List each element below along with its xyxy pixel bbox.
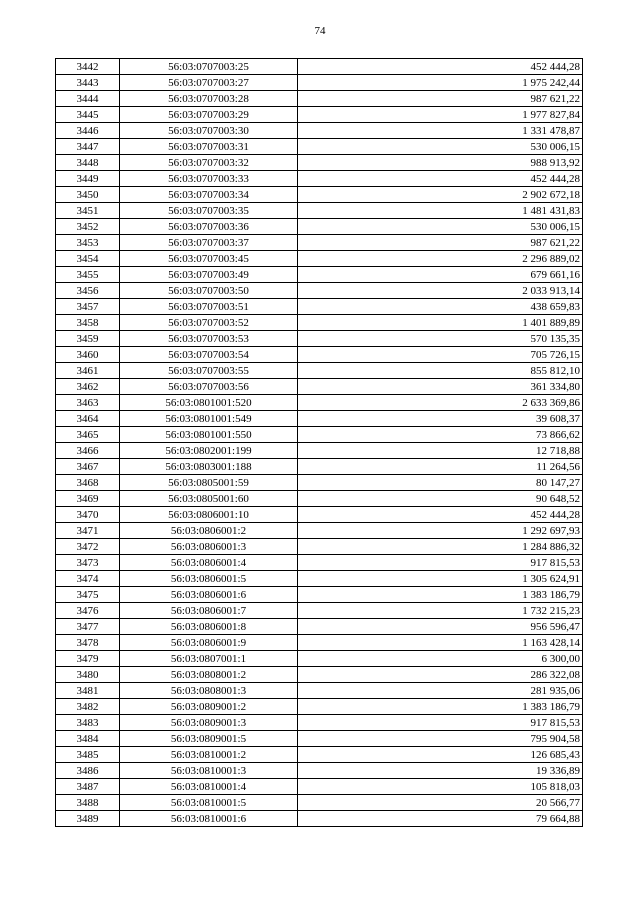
row-number-cell: 3457 xyxy=(56,299,120,315)
row-number-cell: 3464 xyxy=(56,411,120,427)
cadastral-number-cell: 56:03:0707003:27 xyxy=(120,75,298,91)
row-number-cell: 3459 xyxy=(56,331,120,347)
cadastral-value-cell: 1 305 624,91 xyxy=(298,571,583,587)
cadastral-number-cell: 56:03:0707003:55 xyxy=(120,363,298,379)
cadastral-number-cell: 56:03:0805001:59 xyxy=(120,475,298,491)
row-number-cell: 3454 xyxy=(56,251,120,267)
table-row xyxy=(56,427,583,443)
row-number-cell: 3480 xyxy=(56,667,120,683)
table-row xyxy=(56,667,583,683)
table-row xyxy=(56,251,583,267)
cadastral-number-cell: 56:03:0707003:50 xyxy=(120,283,298,299)
row-number-cell: 3482 xyxy=(56,699,120,715)
cadastral-value-cell: 90 648,52 xyxy=(298,491,583,507)
row-number-cell: 3489 xyxy=(56,811,120,827)
cadastral-number-cell: 56:03:0808001:3 xyxy=(120,683,298,699)
table-row xyxy=(56,59,583,75)
cadastral-value-cell: 1 383 186,79 xyxy=(298,699,583,715)
table-row xyxy=(56,235,583,251)
row-number-cell: 3445 xyxy=(56,107,120,123)
cadastral-number-cell: 56:03:0707003:28 xyxy=(120,91,298,107)
table-row xyxy=(56,187,583,203)
row-number-cell: 3473 xyxy=(56,555,120,571)
table-row xyxy=(56,267,583,283)
cadastral-value-cell: 281 935,06 xyxy=(298,683,583,699)
cadastral-value-cell: 705 726,15 xyxy=(298,347,583,363)
table-row xyxy=(56,539,583,555)
table-row xyxy=(56,731,583,747)
row-number-cell: 3474 xyxy=(56,571,120,587)
cadastral-value-cell: 39 608,37 xyxy=(298,411,583,427)
cadastral-value-cell: 1 383 186,79 xyxy=(298,587,583,603)
table-row xyxy=(56,443,583,459)
cadastral-value-cell: 570 135,35 xyxy=(298,331,583,347)
row-number-cell: 3453 xyxy=(56,235,120,251)
cadastral-number-cell: 56:03:0707003:30 xyxy=(120,123,298,139)
cadastral-number-cell: 56:03:0806001:3 xyxy=(120,539,298,555)
row-number-cell: 3469 xyxy=(56,491,120,507)
cadastral-number-cell: 56:03:0807001:1 xyxy=(120,651,298,667)
cadastral-number-cell: 56:03:0707003:31 xyxy=(120,139,298,155)
table-row xyxy=(56,395,583,411)
cadastral-value-cell: 2 296 889,02 xyxy=(298,251,583,267)
cadastral-value-cell: 79 664,88 xyxy=(298,811,583,827)
row-number-cell: 3468 xyxy=(56,475,120,491)
cadastral-number-cell: 56:03:0806001:10 xyxy=(120,507,298,523)
cadastral-value-cell: 530 006,15 xyxy=(298,219,583,235)
cadastral-value-cell: 956 596,47 xyxy=(298,619,583,635)
cadastral-value-cell: 1 284 886,32 xyxy=(298,539,583,555)
cadastral-number-cell: 56:03:0707003:29 xyxy=(120,107,298,123)
cadastral-value-cell: 1 401 889,89 xyxy=(298,315,583,331)
cadastral-value-cell: 20 566,77 xyxy=(298,795,583,811)
cadastral-number-cell: 56:03:0707003:35 xyxy=(120,203,298,219)
row-number-cell: 3476 xyxy=(56,603,120,619)
row-number-cell: 3456 xyxy=(56,283,120,299)
row-number-cell: 3471 xyxy=(56,523,120,539)
cadastral-number-cell: 56:03:0806001:6 xyxy=(120,587,298,603)
row-number-cell: 3488 xyxy=(56,795,120,811)
row-number-cell: 3470 xyxy=(56,507,120,523)
cadastral-number-cell: 56:03:0707003:52 xyxy=(120,315,298,331)
table-row xyxy=(56,555,583,571)
table-row xyxy=(56,283,583,299)
table-row xyxy=(56,347,583,363)
table-row xyxy=(56,683,583,699)
row-number-cell: 3486 xyxy=(56,763,120,779)
cadastral-number-cell: 56:03:0803001:188 xyxy=(120,459,298,475)
row-number-cell: 3467 xyxy=(56,459,120,475)
table-row xyxy=(56,635,583,651)
cadastral-value-cell: 1 163 428,14 xyxy=(298,635,583,651)
table-row xyxy=(56,171,583,187)
cadastral-value-cell: 73 866,62 xyxy=(298,427,583,443)
cadastral-number-cell: 56:03:0809001:5 xyxy=(120,731,298,747)
cadastral-number-cell: 56:03:0810001:2 xyxy=(120,747,298,763)
table-row xyxy=(56,587,583,603)
cadastral-value-cell: 80 147,27 xyxy=(298,475,583,491)
table-row xyxy=(56,779,583,795)
row-number-cell: 3447 xyxy=(56,139,120,155)
table-row xyxy=(56,107,583,123)
table-row xyxy=(56,411,583,427)
cadastral-number-cell: 56:03:0707003:53 xyxy=(120,331,298,347)
cadastral-number-cell: 56:03:0806001:8 xyxy=(120,619,298,635)
cadastral-number-cell: 56:03:0806001:2 xyxy=(120,523,298,539)
row-number-cell: 3487 xyxy=(56,779,120,795)
cadastral-number-cell: 56:03:0801001:520 xyxy=(120,395,298,411)
cadastral-number-cell: 56:03:0810001:6 xyxy=(120,811,298,827)
cadastral-value-cell: 2 633 369,86 xyxy=(298,395,583,411)
cadastral-number-cell: 56:03:0805001:60 xyxy=(120,491,298,507)
cadastral-number-cell: 56:03:0809001:2 xyxy=(120,699,298,715)
cadastral-value-cell: 361 334,80 xyxy=(298,379,583,395)
row-number-cell: 3448 xyxy=(56,155,120,171)
cadastral-value-cell: 11 264,56 xyxy=(298,459,583,475)
cadastral-value-cell: 1 331 478,87 xyxy=(298,123,583,139)
table-row xyxy=(56,763,583,779)
cadastral-value-cell: 6 300,00 xyxy=(298,651,583,667)
table-row xyxy=(56,603,583,619)
cadastral-value-cell: 126 685,43 xyxy=(298,747,583,763)
cadastral-number-cell: 56:03:0707003:54 xyxy=(120,347,298,363)
table-row xyxy=(56,203,583,219)
cadastral-number-cell: 56:03:0801001:550 xyxy=(120,427,298,443)
table-row xyxy=(56,475,583,491)
cadastral-value-cell: 1 292 697,93 xyxy=(298,523,583,539)
cadastral-value-cell: 1 732 215,23 xyxy=(298,603,583,619)
cadastral-number-cell: 56:03:0707003:25 xyxy=(120,59,298,75)
table-row xyxy=(56,139,583,155)
cadastral-number-cell: 56:03:0808001:2 xyxy=(120,667,298,683)
table-row xyxy=(56,75,583,91)
cadastral-value-cell: 2 902 672,18 xyxy=(298,187,583,203)
cadastral-number-cell: 56:03:0806001:4 xyxy=(120,555,298,571)
row-number-cell: 3465 xyxy=(56,427,120,443)
cadastral-value-cell: 1 481 431,83 xyxy=(298,203,583,219)
cadastral-value-cell: 530 006,15 xyxy=(298,139,583,155)
table-row xyxy=(56,315,583,331)
cadastral-number-cell: 56:03:0707003:56 xyxy=(120,379,298,395)
row-number-cell: 3483 xyxy=(56,715,120,731)
table-row xyxy=(56,651,583,667)
cadastral-number-cell: 56:03:0707003:51 xyxy=(120,299,298,315)
table-row xyxy=(56,155,583,171)
table-row xyxy=(56,699,583,715)
table-row xyxy=(56,379,583,395)
cadastral-value-cell: 987 621,22 xyxy=(298,91,583,107)
cadastral-value-cell: 1 977 827,84 xyxy=(298,107,583,123)
row-number-cell: 3458 xyxy=(56,315,120,331)
row-number-cell: 3451 xyxy=(56,203,120,219)
page-number: 74 xyxy=(314,25,326,37)
table-row xyxy=(56,91,583,107)
table-row xyxy=(56,507,583,523)
row-number-cell: 3478 xyxy=(56,635,120,651)
row-number-cell: 3463 xyxy=(56,395,120,411)
row-number-cell: 3460 xyxy=(56,347,120,363)
cadastral-value-cell: 286 322,08 xyxy=(298,667,583,683)
row-number-cell: 3484 xyxy=(56,731,120,747)
row-number-cell: 3479 xyxy=(56,651,120,667)
row-number-cell: 3450 xyxy=(56,187,120,203)
cadastral-value-cell: 855 812,10 xyxy=(298,363,583,379)
row-number-cell: 3462 xyxy=(56,379,120,395)
table-row xyxy=(56,219,583,235)
table-row xyxy=(56,619,583,635)
cadastral-number-cell: 56:03:0707003:32 xyxy=(120,155,298,171)
table-row xyxy=(56,571,583,587)
cadastral-number-cell: 56:03:0809001:3 xyxy=(120,715,298,731)
cadastral-value-cell: 452 444,28 xyxy=(298,59,583,75)
table-row xyxy=(56,459,583,475)
cadastral-number-cell: 56:03:0707003:33 xyxy=(120,171,298,187)
cadastral-number-cell: 56:03:0810001:4 xyxy=(120,779,298,795)
cadastral-number-cell: 56:03:0806001:9 xyxy=(120,635,298,651)
table-row xyxy=(56,363,583,379)
cadastral-number-cell: 56:03:0707003:36 xyxy=(120,219,298,235)
cadastral-number-cell: 56:03:0806001:7 xyxy=(120,603,298,619)
table-body xyxy=(56,59,583,827)
table-row xyxy=(56,331,583,347)
row-number-cell: 3442 xyxy=(56,59,120,75)
cadastral-value-cell: 679 661,16 xyxy=(298,267,583,283)
row-number-cell: 3443 xyxy=(56,75,120,91)
row-number-cell: 3452 xyxy=(56,219,120,235)
row-number-cell: 3472 xyxy=(56,539,120,555)
cadastral-value-cell: 1 975 242,44 xyxy=(298,75,583,91)
row-number-cell: 3461 xyxy=(56,363,120,379)
cadastral-number-cell: 56:03:0810001:3 xyxy=(120,763,298,779)
cadastral-number-cell: 56:03:0802001:199 xyxy=(120,443,298,459)
cadastral-number-cell: 56:03:0810001:5 xyxy=(120,795,298,811)
cadastral-value-cell: 917 815,53 xyxy=(298,715,583,731)
table-row xyxy=(56,811,583,827)
cadastral-value-cell: 438 659,83 xyxy=(298,299,583,315)
table-row xyxy=(56,747,583,763)
row-number-cell: 3477 xyxy=(56,619,120,635)
cadastral-number-cell: 56:03:0707003:45 xyxy=(120,251,298,267)
row-number-cell: 3475 xyxy=(56,587,120,603)
table-row xyxy=(56,795,583,811)
cadastral-number-cell: 56:03:0801001:549 xyxy=(120,411,298,427)
row-number-cell: 3449 xyxy=(56,171,120,187)
table-row xyxy=(56,123,583,139)
row-number-cell: 3455 xyxy=(56,267,120,283)
row-number-cell: 3466 xyxy=(56,443,120,459)
cadastral-value-cell: 452 444,28 xyxy=(298,171,583,187)
cadastral-value-cell: 917 815,53 xyxy=(298,555,583,571)
table-row xyxy=(56,523,583,539)
row-number-cell: 3481 xyxy=(56,683,120,699)
cadastral-value-cell: 19 336,89 xyxy=(298,763,583,779)
row-number-cell: 3444 xyxy=(56,91,120,107)
cadastral-number-cell: 56:03:0707003:34 xyxy=(120,187,298,203)
cadastral-number-cell: 56:03:0707003:37 xyxy=(120,235,298,251)
cadastral-value-cell: 105 818,03 xyxy=(298,779,583,795)
cadastral-value-cell: 452 444,28 xyxy=(298,507,583,523)
cadastral-value-cell: 12 718,88 xyxy=(298,443,583,459)
row-number-cell: 3446 xyxy=(56,123,120,139)
cadastral-value-cell: 987 621,22 xyxy=(298,235,583,251)
cadastral-value-table xyxy=(55,58,583,827)
cadastral-value-cell: 2 033 913,14 xyxy=(298,283,583,299)
cadastral-value-cell: 795 904,58 xyxy=(298,731,583,747)
cadastral-value-cell: 988 913,92 xyxy=(298,155,583,171)
row-number-cell: 3485 xyxy=(56,747,120,763)
cadastral-number-cell: 56:03:0707003:49 xyxy=(120,267,298,283)
table-row xyxy=(56,491,583,507)
table-row xyxy=(56,715,583,731)
table-row xyxy=(56,299,583,315)
cadastral-number-cell: 56:03:0806001:5 xyxy=(120,571,298,587)
